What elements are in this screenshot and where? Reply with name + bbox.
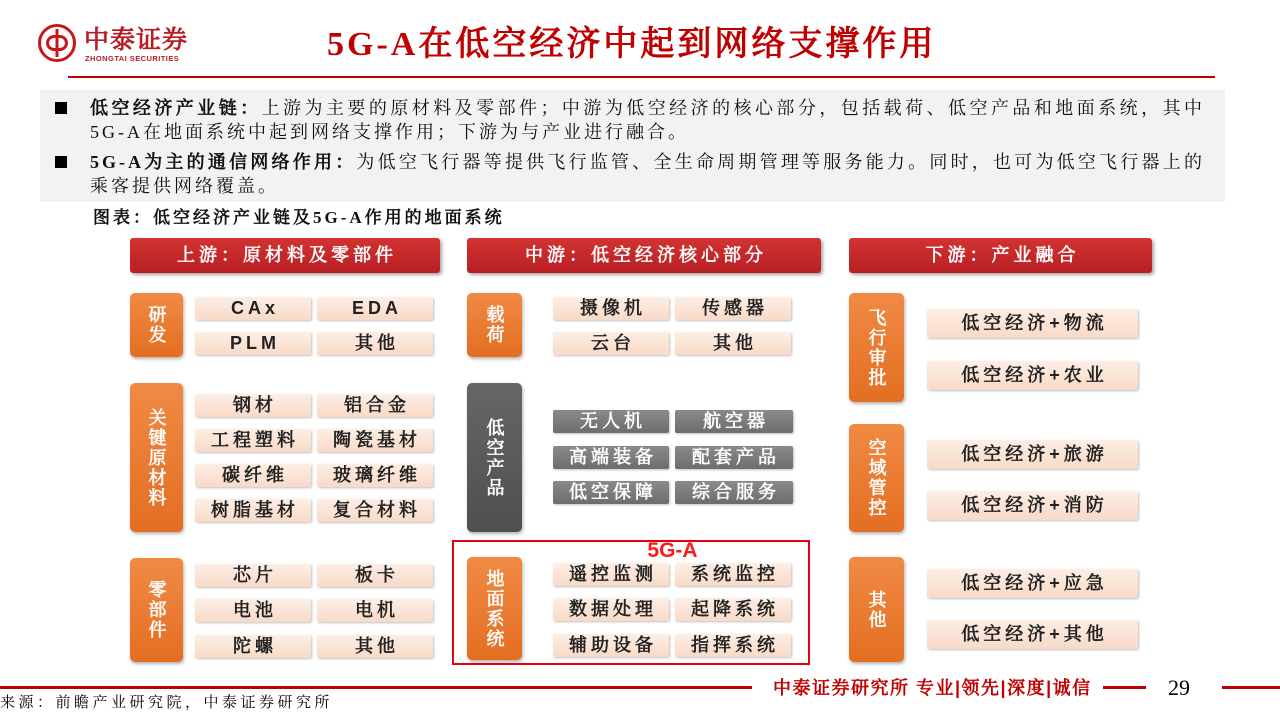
source-note: 来源：前瞻产业研究院，中泰证券研究所 [0, 695, 334, 711]
upstream-rd-item: PLM [195, 332, 311, 355]
group-label-text: 其他 [866, 589, 887, 630]
midstream-products-item: 综合服务 [675, 481, 793, 504]
downstream-other-item: 低空经济+其他 [927, 620, 1138, 649]
bullet-square-icon [55, 156, 67, 168]
downstream-airspace-control-item: 低空经济+旅游 [927, 440, 1138, 469]
upstream-materials-item: 复合材料 [317, 499, 433, 522]
midstream-products-item: 无人机 [553, 410, 669, 433]
footer-rule-left [0, 686, 752, 689]
group-label-text: 研发 [146, 305, 167, 345]
group-label-text: 零部件 [146, 580, 167, 640]
title-divider [68, 76, 1215, 78]
midstream-products-label [467, 383, 522, 532]
bullet-square-icon [55, 102, 67, 114]
downstream-airspace-control-label [849, 424, 904, 532]
slide-title: 5G-A在低空经济中起到网络支撑作用 [327, 26, 937, 63]
downstream-flight-approval-item: 低空经济+农业 [927, 361, 1138, 390]
midstream-ground-system-item: 数据处理 [553, 598, 669, 621]
midstream-payload-item: 摄像机 [553, 297, 669, 320]
midstream-payload-item: 传感器 [675, 297, 791, 320]
group-label-text: 空域管控 [866, 438, 887, 518]
upstream-components-item: 板卡 [317, 564, 433, 587]
midstream-ground-system-label [467, 557, 522, 660]
downstream-header: 下游：产业融合 [849, 238, 1152, 273]
upstream-materials-label [130, 383, 183, 532]
midstream-header: 中游：低空经济核心部分 [467, 238, 821, 273]
midstream-ground-system-item: 辅助设备 [553, 634, 669, 657]
footer-rule-right [1222, 686, 1280, 689]
downstream-other-item: 低空经济+应急 [927, 569, 1138, 598]
midstream-ground-system-item: 起降系统 [675, 598, 791, 621]
upstream-materials-item: 工程塑料 [195, 429, 311, 452]
5g-a-highlight-label: 5G-A [647, 539, 698, 562]
upstream-materials-item: 铝合金 [317, 394, 433, 417]
midstream-payload-item: 云台 [553, 332, 669, 355]
midstream-products-item: 配套产品 [675, 446, 793, 469]
bullet-label: 低空经济产业链： [90, 98, 262, 118]
upstream-materials-item: 玻璃纤维 [317, 464, 433, 487]
upstream-header: 上游：原材料及零部件 [130, 238, 440, 273]
group-label-text: 低空产品 [484, 417, 505, 498]
bullet-text: 为低空飞行器等提供飞行监管、全生命周期管理等服务能力。同时，也可为低空飞行器上的乘客提供网络覆盖。 [90, 152, 1205, 196]
upstream-components-label [130, 558, 183, 662]
figure-caption: 图表：低空经济产业链及5G-A作用的地面系统 [93, 208, 505, 227]
page-number: 29 [1168, 675, 1190, 700]
zhongtai-logo-icon [37, 23, 77, 63]
bullet-label: 5G-A为主的通信网络作用： [90, 152, 357, 172]
upstream-materials-item: 钢材 [195, 394, 311, 417]
midstream-ground-system-item: 系统监控 [675, 563, 791, 586]
upstream-materials-item: 碳纤维 [195, 464, 311, 487]
downstream-flight-approval-item: 低空经济+物流 [927, 309, 1138, 338]
upstream-rd-item: 其他 [317, 332, 433, 355]
summary-box [40, 90, 1225, 202]
upstream-materials-item: 树脂基材 [195, 499, 311, 522]
midstream-payload-item: 其他 [675, 332, 791, 355]
group-label-text: 地面系统 [484, 568, 505, 649]
footer-slogan: 中泰证券研究所 专业|领先|深度|诚信 [773, 678, 1092, 698]
bullet-text: 上游为主要的原材料及零部件；中游为低空经济的核心部分，包括载荷、低空产品和地面系统，其中5G-A在地面系统中起到网络支撑作用；下游为与产业进行融合。 [90, 98, 1205, 142]
downstream-airspace-control-item: 低空经济+消防 [927, 491, 1138, 520]
midstream-ground-system-item: 遥控监测 [553, 563, 669, 586]
midstream-products-item: 航空器 [675, 410, 793, 433]
midstream-products-item: 低空保障 [553, 481, 669, 504]
upstream-materials-item: 陶瓷基材 [317, 429, 433, 452]
footer-rule-middle [1103, 686, 1146, 689]
upstream-components-item: 芯片 [195, 564, 311, 587]
upstream-components-item: 陀螺 [195, 635, 311, 658]
bullet-item [90, 150, 1205, 198]
upstream-rd-item: EDA [317, 297, 433, 320]
upstream-components-item: 其他 [317, 635, 433, 658]
downstream-flight-approval-label [849, 293, 904, 402]
logo-name-cn: 中泰证券 [84, 26, 189, 54]
upstream-rd-item: CAx [195, 297, 311, 320]
logo-name-en: ZHONGTAI SECURITIES [85, 54, 180, 63]
upstream-components-item: 电池 [195, 599, 311, 622]
upstream-rd-label [130, 293, 183, 357]
downstream-other-label [849, 557, 904, 662]
bullet-item [90, 96, 1205, 144]
group-label-text: 关键原材料 [146, 407, 167, 508]
midstream-ground-system-item: 指挥系统 [675, 634, 791, 657]
upstream-components-item: 电机 [317, 599, 433, 622]
group-label-text: 载荷 [484, 305, 505, 345]
midstream-payload-label [467, 293, 522, 357]
group-label-text: 飞行审批 [866, 307, 887, 388]
midstream-products-item: 高端装备 [553, 446, 669, 469]
